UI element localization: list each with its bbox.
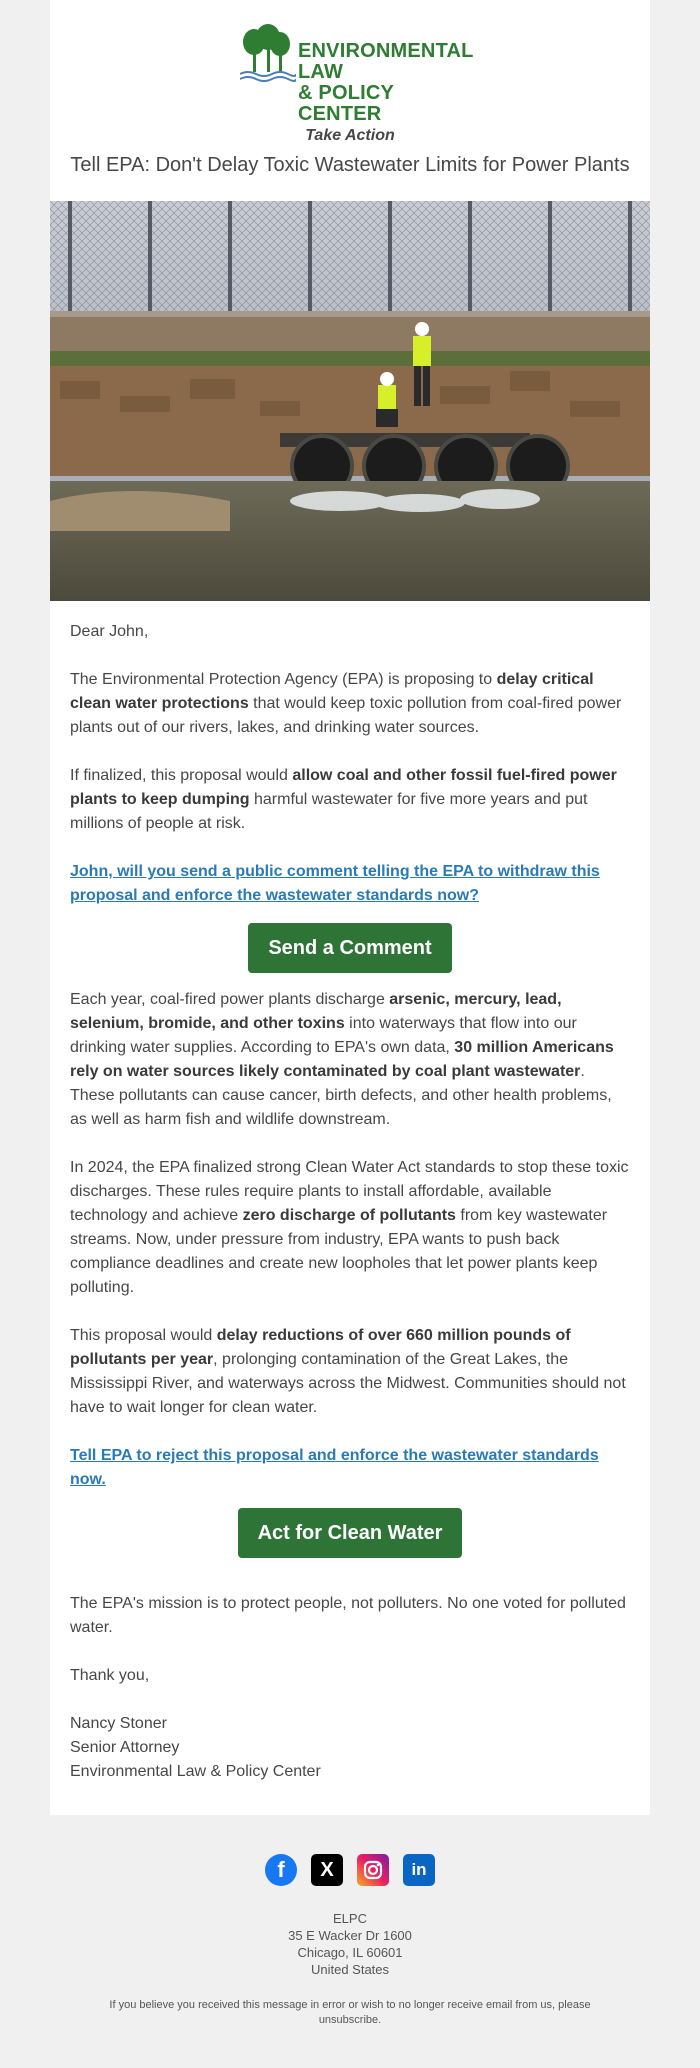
instagram-icon[interactable] xyxy=(357,1854,389,1886)
hero-image xyxy=(50,201,650,601)
footer-street: 35 E Wacker Dr 1600 xyxy=(288,1928,412,1943)
paragraph-2: If finalized, this proposal would allow coal and other fossil fuel-fired power plants to keep dumping harmful wastewater for five more years and put millions of people at risk. xyxy=(70,767,617,832)
x-icon[interactable]: X xyxy=(311,1854,343,1886)
footer-address xyxy=(0,1910,700,1978)
signature-title: Senior Attorney xyxy=(70,1739,180,1756)
paragraph-3: Each year, coal-fired power plants discharge arsenic, mercury, lead, selenium, bromide, and other toxins into waterways that flow into our drinking water supplies. According to EPA's own data, 30 million Americans rely on water sources likely contaminated by coal plant wastewater. These pollutants can cause cancer, birth defects, and other health problems, as well as harm fish and wildlife downstream. xyxy=(70,991,614,1128)
act-for-clean-water-button[interactable]: Act for Clean Water xyxy=(238,1508,462,1558)
comment-cta-link[interactable]: John, will you send a public comment telling the EPA to withdraw this proposal and enforce the wastewater standards now? xyxy=(70,863,600,904)
footer-city: Chicago, IL 60601 xyxy=(297,1945,403,1960)
linkedin-icon[interactable]: in xyxy=(403,1854,435,1886)
send-comment-button[interactable]: Send a Comment xyxy=(248,923,452,973)
signature-name: Nancy Stoner xyxy=(70,1715,167,1732)
signature xyxy=(70,1712,630,1784)
facebook-icon[interactable]: f xyxy=(265,1854,297,1886)
unsubscribe-note[interactable]: If you believe you received this message in error or wish to no longer receive email from us, please unsubscribe. xyxy=(109,1999,591,2026)
footer-org: ELPC xyxy=(333,1911,367,1926)
headline: Tell EPA: Don't Delay Toxic Wastewater Limits for Power Plants xyxy=(70,154,630,176)
logo-wordmark xyxy=(298,41,482,125)
logo-line-1: ENVIRONMENTAL LAW xyxy=(298,40,474,83)
paragraph-6: The EPA's mission is to protect people, not polluters. No one voted for polluted water. xyxy=(70,1595,626,1636)
elpc-logo[interactable] xyxy=(240,24,482,125)
tree-logo-icon xyxy=(240,24,296,84)
closing: Thank you, xyxy=(70,1667,150,1684)
paragraph-5: This proposal would delay reductions of over 660 million pounds of pollutants per year, prolonging contamination of the Great Lakes, the Mississippi River, and waterways across the Midwest. Communities should not have to wait longer for clean water. xyxy=(70,1327,626,1416)
paragraph-4: In 2024, the EPA finalized strong Clean Water Act standards to stop these toxic discharges. These rules require plants to install affordable, available technology and achieve zero discharge of pollutants from key wastewater streams. Now, under pressure from industry, EPA wants to push back compliance deadlines and create new loopholes that let power plants keep polluting. xyxy=(70,1159,629,1296)
footer-country: United States xyxy=(310,1962,390,1977)
greeting: Dear John, xyxy=(70,623,149,640)
paragraph-1: The Environmental Protection Agency (EPA) is proposing to delay critical clean water protections that would keep toxic pollution from coal-fired power plants out of our rivers, lakes, and drinking water sources. xyxy=(70,671,622,736)
signature-org: Environmental Law & Policy Center xyxy=(70,1763,321,1780)
reject-proposal-cta-link[interactable]: Tell EPA to reject this proposal and enforce the wastewater standards now. xyxy=(70,1447,599,1488)
kicker: Take Action xyxy=(305,127,395,144)
logo-line-2: & POLICY CENTER xyxy=(298,82,394,125)
